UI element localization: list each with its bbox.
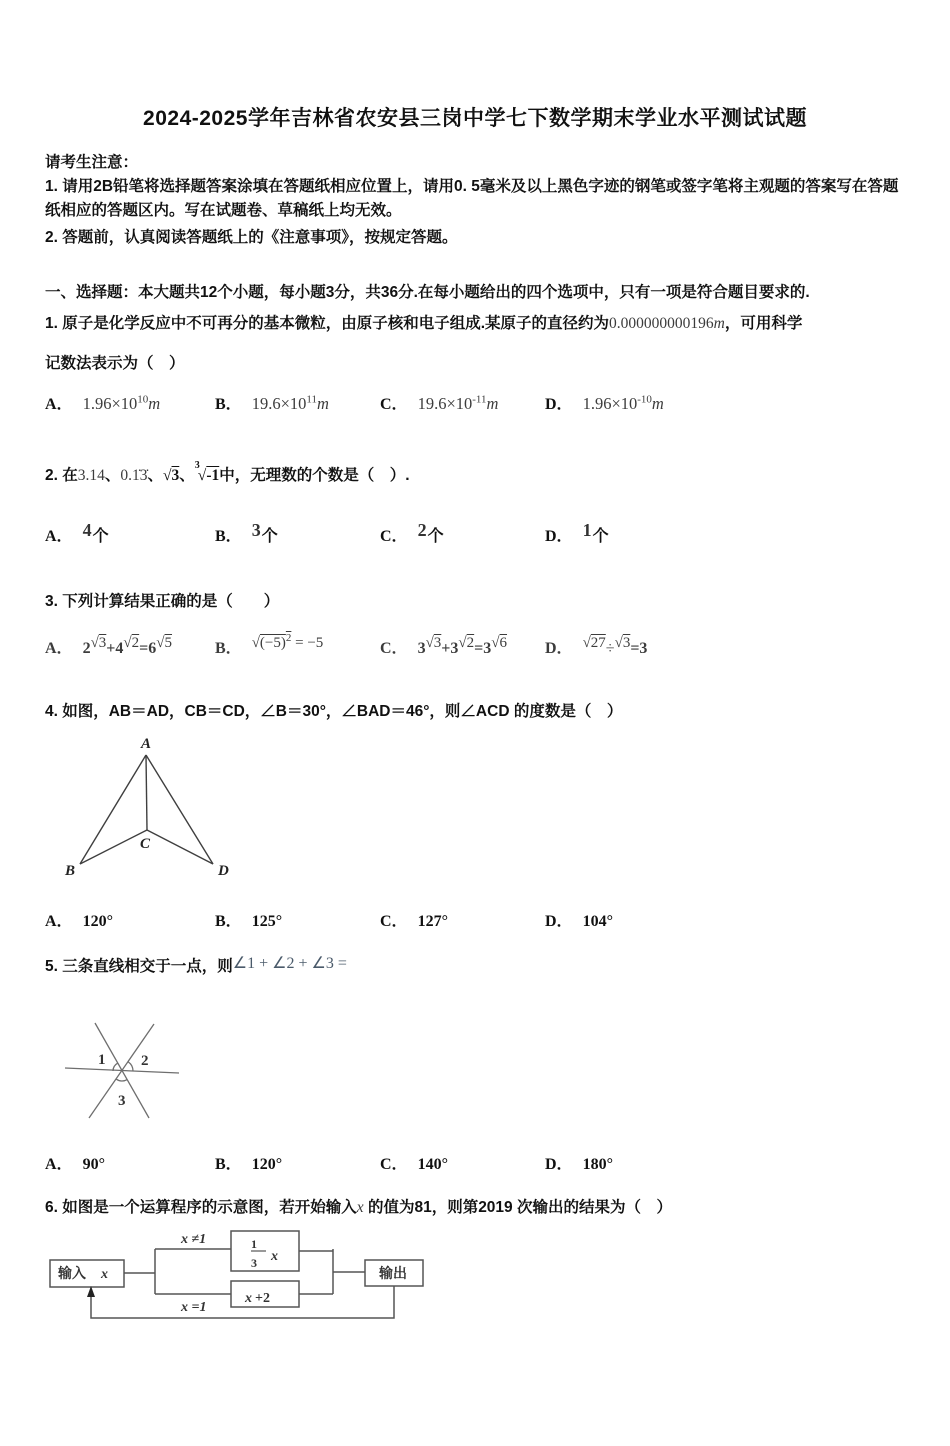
question-3-options	[45, 632, 905, 658]
option-value: $19.6\times 10^{11}m$	[251, 393, 329, 413]
question-5-text: 5. 三条直线相交于一点，则∠1 + ∠2 + ∠3 =	[45, 955, 347, 976]
flow-bottom-box-op: +2	[255, 1291, 270, 1307]
option-b: B． 120°	[215, 1156, 283, 1174]
diameter-unit: m	[713, 315, 725, 332]
sqrt-3: √3	[163, 467, 180, 485]
section-heading: 一、选择题：本大题共12个小题，每小题3分，共36分.在每小题给出的四个选项中，只有一项是符合题目要求的.	[45, 284, 810, 301]
option-c: C． 3√3+3√2=3√6	[380, 635, 508, 658]
question-5-options	[45, 1151, 905, 1174]
option-d	[545, 391, 905, 414]
angle-3-label: 3	[118, 1093, 126, 1110]
option-a: A． 90°	[45, 1156, 105, 1174]
angle-sum-formula: ∠1 + ∠2 + ∠3 =	[232, 955, 347, 973]
exam-page	[0, 102, 950, 1350]
option-label: C．	[380, 396, 408, 413]
cbrt-minus-1: $^3$√-1	[194, 460, 220, 485]
vertex-a-label: A	[141, 736, 152, 753]
question-1-text-line2: 记数法表示为（ ）	[45, 355, 185, 372]
option-label: A．	[45, 396, 73, 413]
question-3-text: 3. 下列计算结果正确的是（ ）	[45, 593, 280, 611]
question-2-text: 2. 在3.14、0.1̇3̇、√3、$^3$√-1中，无理数的个数是（ ）.	[45, 460, 410, 485]
question-1	[45, 312, 905, 414]
option-a: A． 120°	[45, 913, 113, 931]
option-b: B． 3个	[215, 520, 278, 546]
question-1-text-line1	[45, 312, 905, 335]
flow-cond-bottom-label: x =1	[181, 1300, 207, 1316]
option-d: D． 180°	[545, 1156, 613, 1174]
question-5	[45, 955, 905, 1174]
flow-fraction-var: x	[271, 1249, 278, 1265]
question-4-text: 4. 如图，AB＝AD，CB＝CD，∠B＝30°，∠BAD＝46°，则∠ACD 的度数是（ ）	[45, 703, 623, 721]
option-a: A． 4个	[45, 520, 109, 546]
question-2	[45, 460, 905, 546]
vertex-b-label: B	[65, 863, 76, 880]
number-pi-approx: 3.14	[77, 467, 105, 485]
option-value: $1.96\times 10^{-10}m$	[582, 393, 664, 413]
option-d: D． √27÷√3=3	[545, 635, 648, 658]
flowchart-figure	[45, 1223, 465, 1345]
option-c: C． 127°	[380, 913, 448, 931]
input-variable: x	[356, 1199, 364, 1217]
option-value: $1.96\times 10^{10}m$	[82, 393, 161, 413]
flow-fraction-numerator: 1	[251, 1237, 257, 1252]
question-4	[45, 700, 905, 931]
question-1-text-after: ，可用科学	[724, 315, 803, 332]
option-d: D． 104°	[545, 913, 613, 931]
flow-bottom-box-var: x	[245, 1291, 252, 1307]
option-b: B． $√(-5)^2 = -5$	[215, 632, 324, 658]
option-c	[380, 391, 545, 414]
exam-title: 2024-2025学年吉林省农安县三岗中学七下数学期末学业水平测试试题	[143, 107, 807, 130]
question-2-options	[45, 520, 905, 546]
option-a	[45, 391, 215, 414]
notice-block	[45, 150, 905, 250]
question-1-options	[45, 391, 905, 414]
flow-input-box-label: 输入	[58, 1265, 86, 1282]
question-6	[45, 1196, 905, 1350]
option-d: D． 1个	[545, 520, 609, 546]
option-label: B．	[215, 396, 242, 413]
option-b	[215, 391, 380, 414]
angle-2-label: 2	[141, 1053, 149, 1070]
option-c: C． 2个	[380, 520, 444, 546]
flow-fraction-denominator: 3	[251, 1256, 257, 1271]
notice-heading: 请考生注意：	[45, 154, 139, 171]
question-1-text-before: 1. 原子是化学反应中不可再分的基本微粒，由原子核和电子组成.某原子的直径约为	[45, 315, 610, 332]
lines-figure	[57, 1006, 217, 1126]
question-6-text: 6. 如图是一个运算程序的示意图，若开始输入x 的值为81，则第2019 次输出的结果为（ ）	[45, 1199, 672, 1217]
flow-input-box-var: x	[101, 1267, 108, 1283]
notice-item-2: 2. 答题前，认真阅读答题纸上的《注意事项》，按规定答题。	[45, 229, 458, 246]
number-repeating-decimal: 0.1̇3̇	[120, 467, 148, 485]
option-c: C． 140°	[380, 1156, 448, 1174]
option-label: D．	[545, 396, 573, 413]
flow-output-box-label: 输出	[379, 1265, 407, 1282]
option-b: B． 125°	[215, 913, 283, 931]
option-value: $19.6\times 10^{-11}m$	[417, 393, 499, 413]
diameter-value: 0.000000000196	[609, 315, 714, 332]
flow-cond-top-label: x ≠1	[181, 1232, 207, 1248]
option-a: A． 2√3+4√2=6√5	[45, 635, 173, 658]
question-3	[45, 590, 905, 658]
notice-item-1: 1. 请用2B铅笔将选择题答案涂填在答题纸相应位置上，请用0. 5毫米及以上黑色字迹的钢笔或签字笔将主观题的答案写在答题纸相应的答题区内。写在试题卷、草稿纸上均无效。	[45, 178, 899, 219]
vertex-d-label: D	[218, 863, 229, 880]
question-4-options	[45, 908, 905, 931]
vertex-c-label: C	[140, 836, 151, 853]
triangle-figure	[55, 733, 245, 893]
angle-1-label: 1	[98, 1052, 106, 1069]
